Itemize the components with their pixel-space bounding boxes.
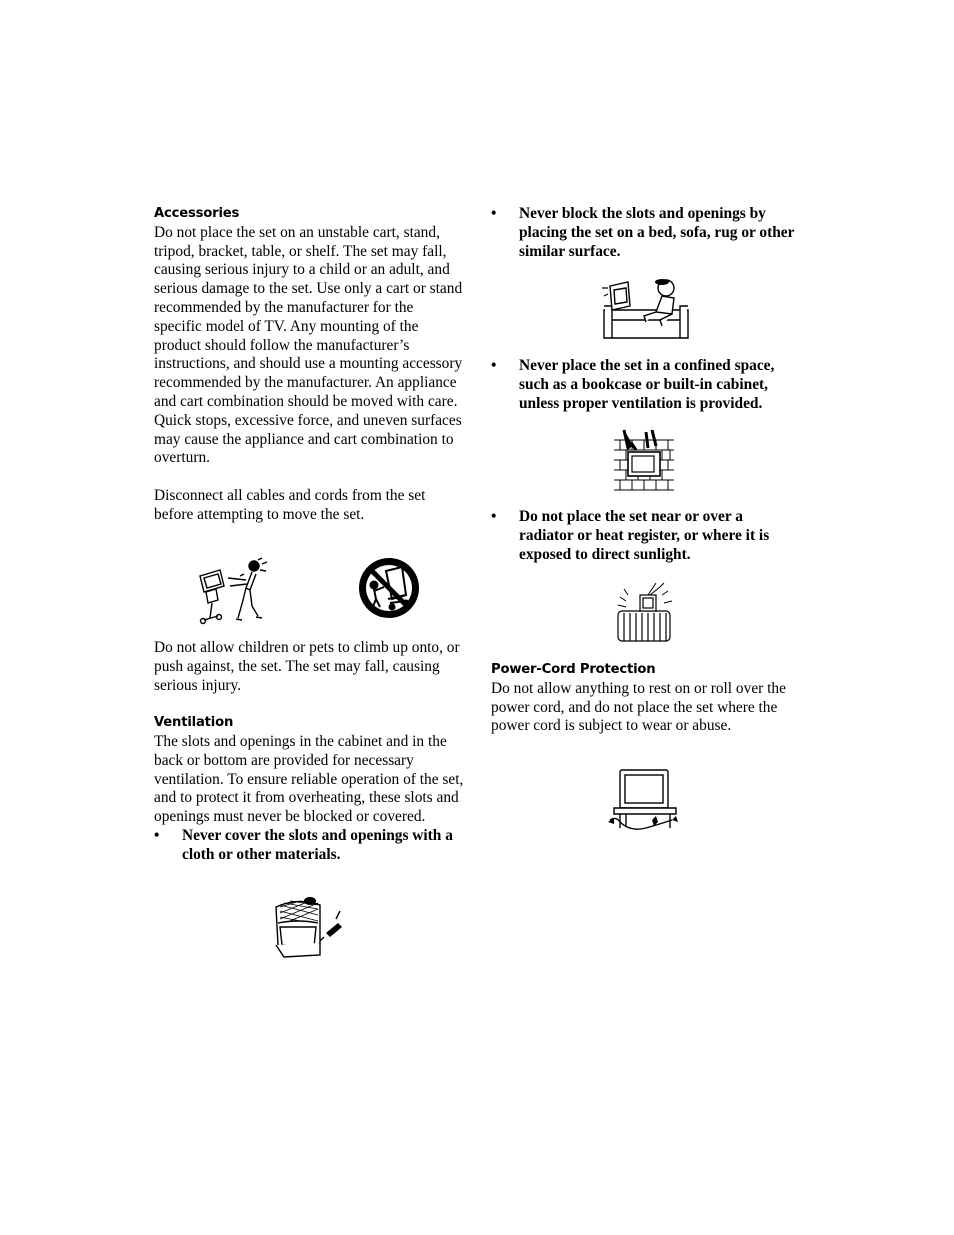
bullet-dot: • xyxy=(491,357,497,374)
power-cord-paragraph: Do not allow anything to rest on or roll over the power cord, and do not place the set where the power cord is subject to wear or abuse. xyxy=(491,679,786,735)
ventilation-paragraph: The slots and openings in the cabinet and in the back or bottom are provided for necessary ventilation. To ensure reliable operation of the set, and to protect it from overheating, these slots and openings must never be blocked or covered. xyxy=(154,732,464,826)
bullet-radiator xyxy=(491,508,801,564)
tv-on-radiator-illustration xyxy=(614,581,674,643)
accessories-paragraph: Do not place the set on an unstable cart, stand, tripod, bracket, table, or shelf. The set may fall, causing serious injury to a child or an adult, and serious damage to the set. Use only a cart or stand recommended by the manufacturer for the specific model of TV. Any mounting of the product should follow the manufacturer’s instructions, and should use a mounting accessory recommended by the manufacturer. An appliance and cart combination should be moved with care. Quick stops, excessive force, and uneven surfaces may cause the appliance and cart combination to overturn. xyxy=(154,223,463,467)
bullet-never-block xyxy=(491,205,801,261)
left-column-lower xyxy=(154,639,464,865)
accessories-heading: Accessories xyxy=(154,206,240,221)
tv-covered-cloth-illustration xyxy=(270,893,346,963)
tv-in-wall-illustration xyxy=(612,428,678,494)
right-column-lower xyxy=(491,661,801,736)
bullet-dot: • xyxy=(491,205,497,222)
tv-power-cord-illustration xyxy=(606,766,682,836)
bullet-cover-slots xyxy=(154,827,464,865)
power-cord-heading: Power-Cord Protection xyxy=(491,662,656,677)
bullet-confined-space xyxy=(491,357,801,413)
bullet-dot: • xyxy=(154,826,160,844)
cart-warning-symbol xyxy=(356,555,422,621)
unstable-cart-illustration xyxy=(192,556,272,626)
children-paragraph: Do not allow children or pets to climb up onto, or push against, the set. The set may fall, causing serious injury. xyxy=(154,639,460,694)
tv-on-sofa-illustration xyxy=(600,276,692,342)
right-column-bullet-3 xyxy=(491,508,801,564)
bullet-cover-text: Never cover the slots and openings with a cloth or other materials. xyxy=(182,826,453,863)
ventilation-heading: Ventilation xyxy=(154,715,234,731)
right-column-bullet-2 xyxy=(491,357,801,413)
disconnect-paragraph: Disconnect all cables and cords from the set before attempting to move the set. xyxy=(154,486,426,523)
bullet-dot: • xyxy=(491,508,497,525)
left-column xyxy=(154,205,464,525)
bullet-confined-text: Never place the set in a confined space, such as a bookcase or built-in cabinet, unless proper ventilation is provided. xyxy=(519,357,775,412)
bullet-never-block-text: Never block the slots and openings by placing the set on a bed, sofa, rug or other similar surface. xyxy=(519,205,795,260)
bullet-radiator-text: Do not place the set near or over a radiator or heat register, or where it is exposed to direct sunlight. xyxy=(519,508,770,563)
right-column xyxy=(491,205,801,261)
